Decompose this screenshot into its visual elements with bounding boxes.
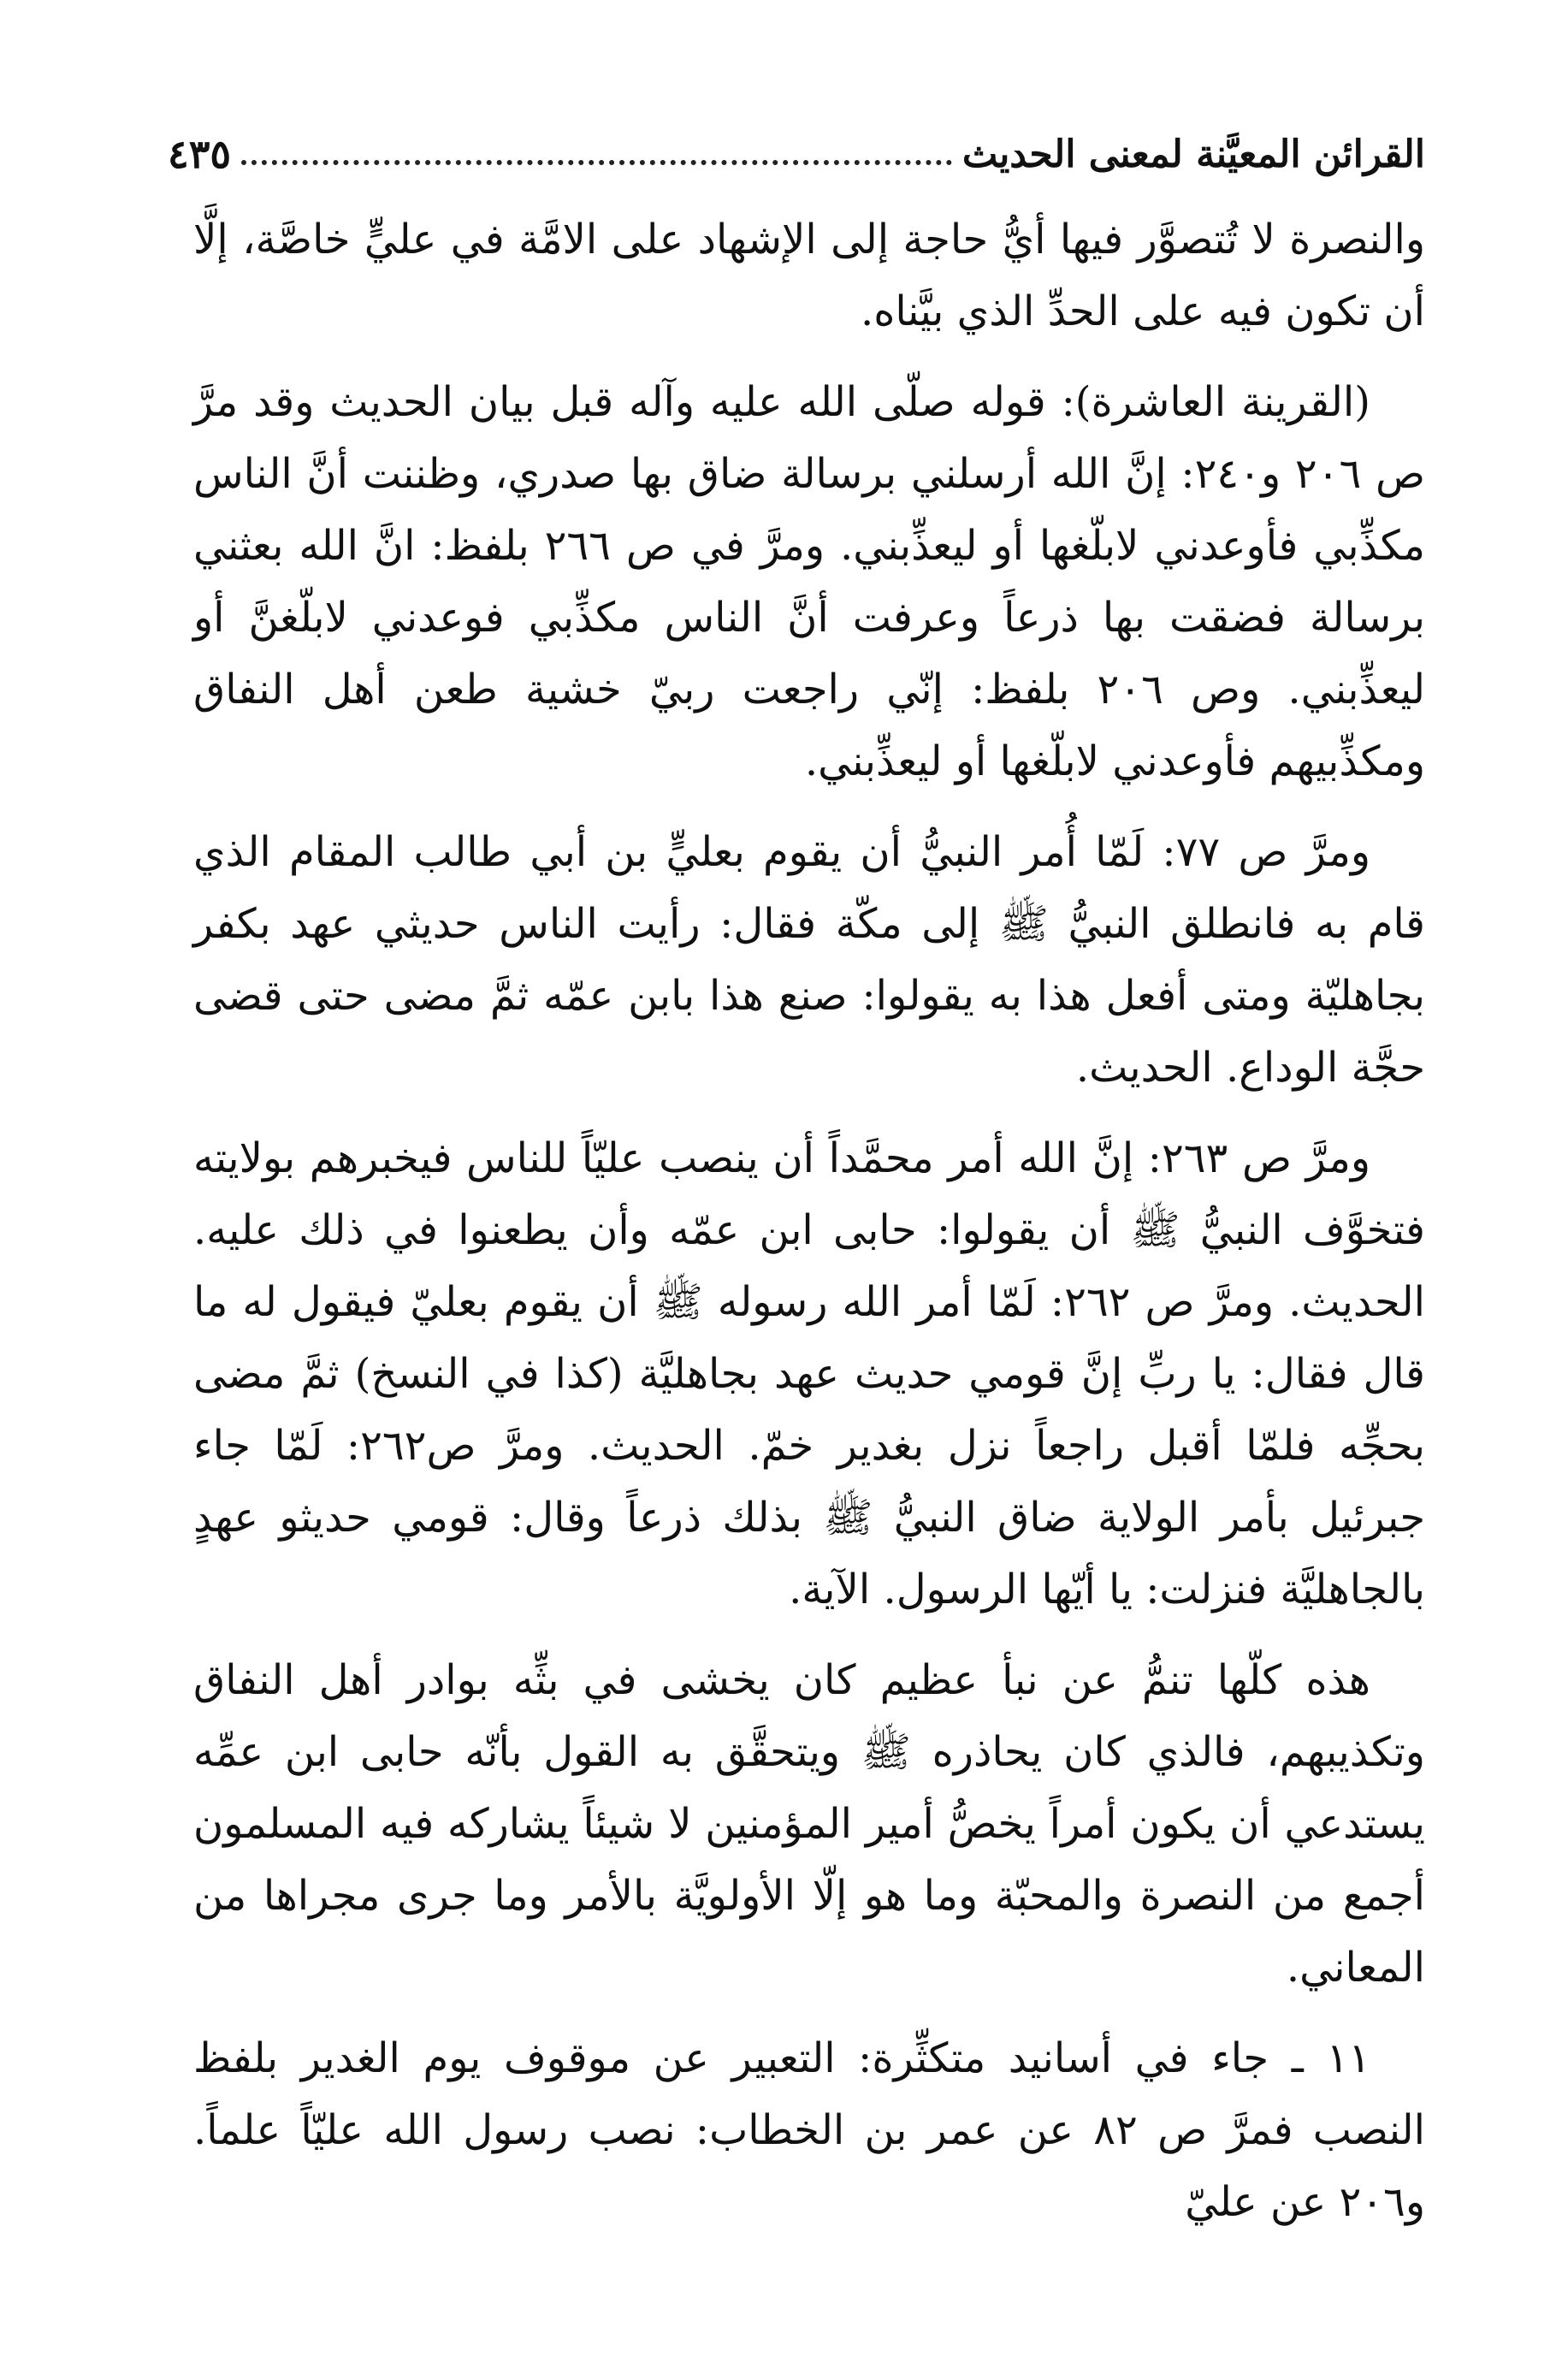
chapter-title: القرائن المعيَّنة لمعنى الحديث [962,132,1425,176]
paragraph-6: ١١ ـ جاء في أسانيد متكثِّرة: التعبير عن موقوف يوم الغدير بلفظ النصب فمرَّ ص ٨٢ عن عمر بن الخطاب: نصب رسول الله عليّاً علماً. و٢٠٦ عن عليّ [193,2034,1426,2226]
dot-leader [241,160,952,165]
running-header [168,120,1425,188]
body-text [193,204,1425,2257]
paragraph-3: ومرَّ ص ٧٧: لَمّا أُمر النبيُّ أن يقوم بعليٍّ بن أبي طالب المقام الذي قام به فانطلق النبيُّ ﷺ إلى مكّة فقال: رأيت الناس حديثي عهد بكفر بجاهليّة ومتى أفعل هذا به يقولوا: صنع هذا بابن عمّه ثمَّ مضى حتى قضى حجَّة الوداع. الحديث. [193,828,1426,1092]
paragraph-2: (القرينة العاشرة): قوله صلّى الله عليه وآله قبل بيان الحديث وقد مرَّ ص ٢٠٦ و٢٤٠: إنَّ الله أرسلني برسالة ضاق بها صدري، وظننت أنَّ الناس مكذِّبي فأوعدني لابلّغها أو ليعذِّبني. ومرَّ في ص ٢٦٦ بلفظ: انَّ الله بعثني برسالة فضقت بها ذرعاً وعرفت أنَّ الناس مكذِّبي فوعدني لابلّغنَّ أو ليعذِّبني. وص ٢٠٦ بلفظ: إنّي راجعت ربيّ خشية طعن أهل النفاق ومكذِّبيهم فأوعدني لابلّغها أو ليعذِّبني. [193,378,1426,785]
page-number: ٤٣٥ [168,131,232,177]
paragraph-4: ومرَّ ص ٢٦٣: إنَّ الله أمر محمَّداً أن ينصب عليّاً للناس فيخبرهم بولايته فتخوَّف النبيُّ ﷺ أن يقولوا: حابى ابن عمّه وأن يطعنوا في ذلك عليه. الحديث. ومرَّ ص ٢٦٢: لَمّا أمر الله رسوله ﷺ أن يقوم بعليّ فيقول له ما قال فقال: يا ربِّ إنَّ قومي حديث عهد بجاهليَّة (كذا في النسخ) ثمَّ مضى بحجِّه فلمّا أقبل راجعاً نزل بغدير خمّ. الحديث. ومرَّ ص٢٦٢: لَمّا جاء جبرئيل بأمر الولاية ضاق النبيُّ ﷺ بذلك ذرعاً وقال: قومي حديثو عهدٍ بالجاهليَّة فنزلت: يا أيّها الرسول. الآية. [193,1134,1426,1613]
paragraph-1: والنصرة لا تُتصوَّر فيها أيُّ حاجة إلى الإشهاد على الامَّة في عليٍّ خاصَّة، إلَّا أن تكون فيه على الحدِّ الذي بيَّناه. [193,216,1426,335]
paragraph-5: هذه كلّها تنمُّ عن نبأ عظيم كان يخشى في بثِّه بوادر أهل النفاق وتكذيبهم، فالذي كان يحاذره ﷺ ويتحقَّق به القول بأنّه حابى ابن عمِّه يستدعي أن يكون أمراً يخصُّ أمير المؤمنين لا شيئاً يشاركه فيه المسلمون أجمع من النصرة والمحبّة وما هو إلّا الأولويَّة بالأمر وما جرى مجراها من المعاني. [193,1656,1425,1992]
